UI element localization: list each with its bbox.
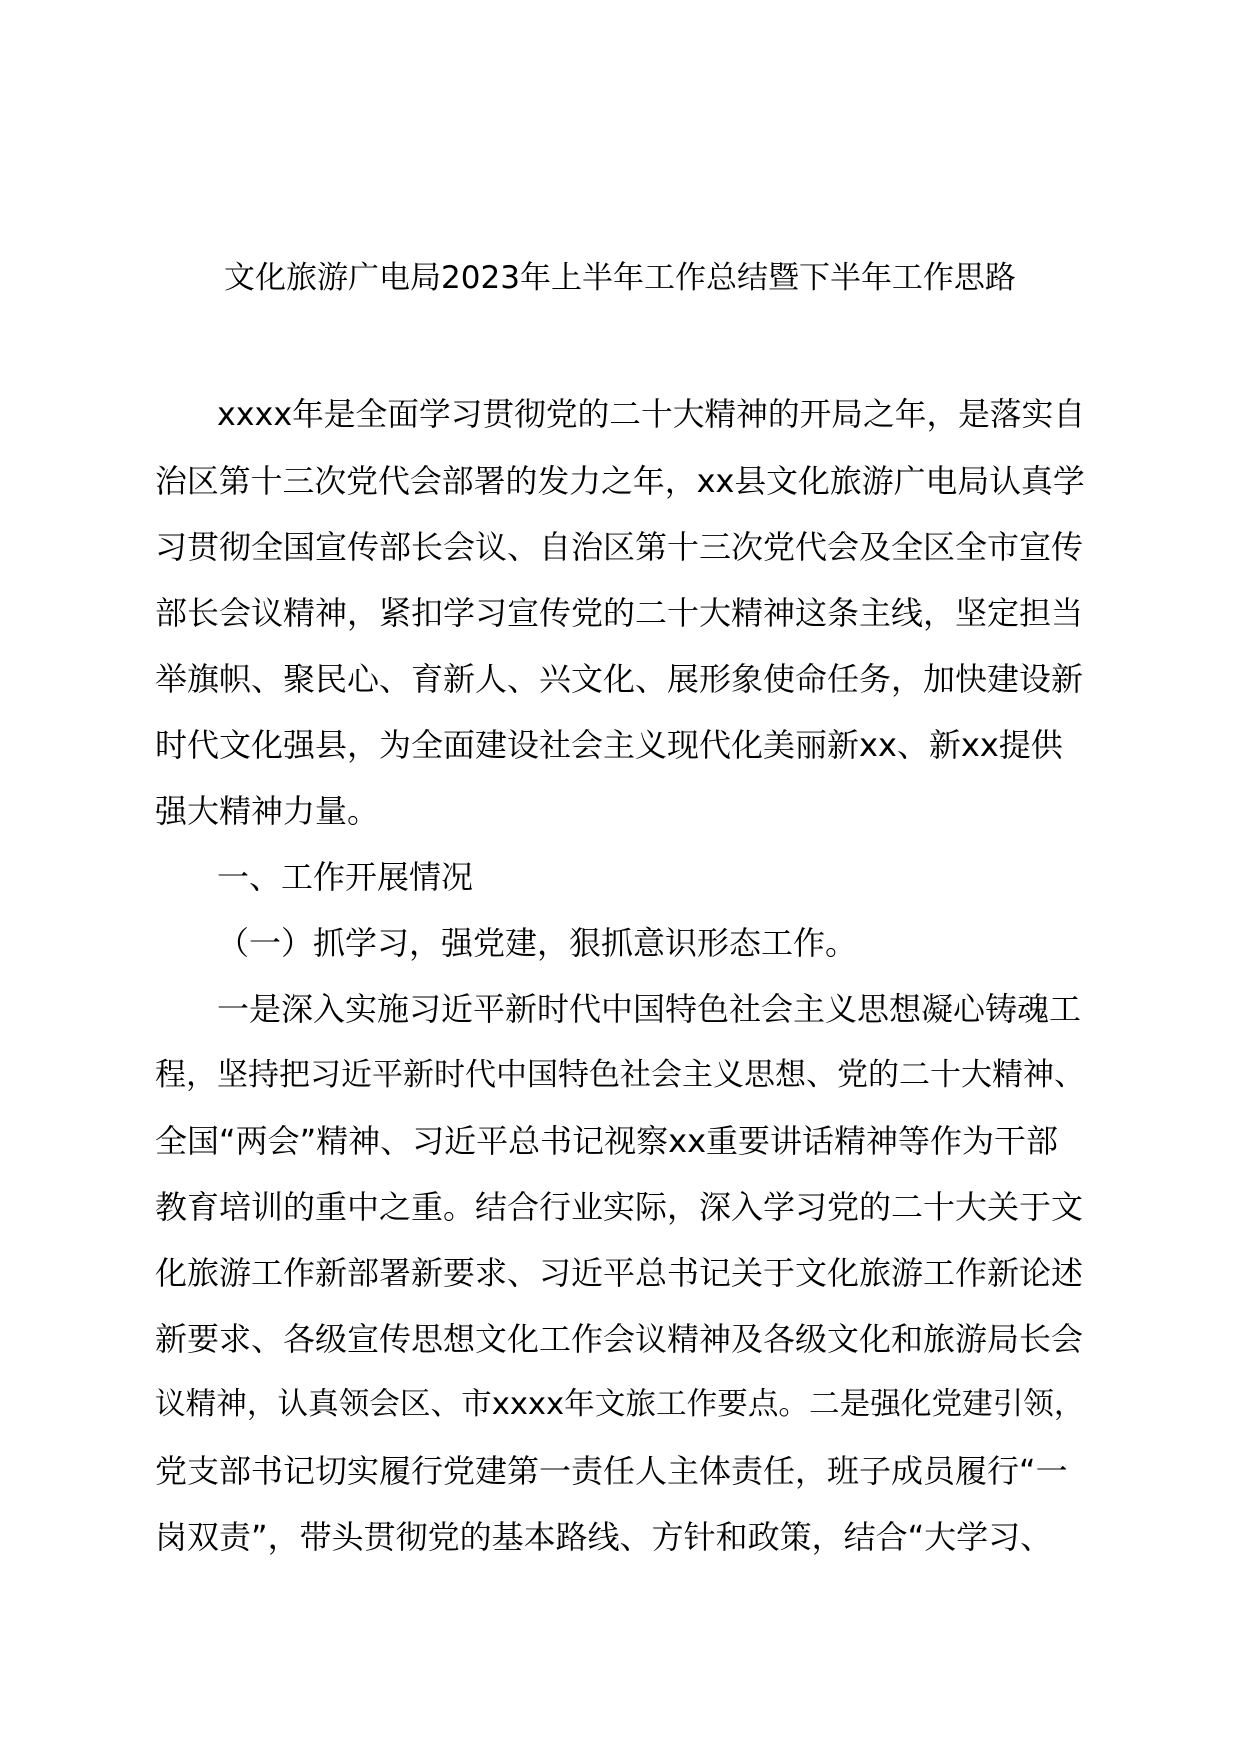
text-line: 时代文化强县，为全面建设社会主义现代化美丽新xx、新xx提供 <box>155 726 1063 764</box>
text-line: 部长会议精神，紧扣学习宣传党的二十大精神这条主线，坚定担当 <box>155 594 1084 632</box>
text-line: 化旅游工作新部署新要求、习近平总书记关于文化旅游工作新论述 <box>155 1254 1084 1292</box>
text-line: 全国“两会”精神、习近平总书记视察xx重要讲话精神等作为干部 <box>155 1122 1059 1160</box>
document-body <box>155 382 1085 1570</box>
text-line: （一）抓学习，强党建，狠抓意识形态工作。 <box>217 924 858 962</box>
text-line: 一、工作开展情况 <box>217 858 474 896</box>
text-line: 治区第十三次党代会部署的发力之年，xx县文化旅游广电局认真学 <box>155 462 1085 500</box>
text-line: 习贯彻全国宣传部长会议、自治区第十三次党代会及全区全市宣传 <box>155 528 1084 566</box>
text-line: 岗双责”，带头贯彻党的基本路线、方针和政策，结合“大学习、 <box>155 1518 1053 1556</box>
text-line: 举旗帜、聚民心、育新人、兴文化、展形象使命任务，加快建设新 <box>155 660 1084 698</box>
text-line: 新要求、各级宣传思想文化工作会议精神及各级文化和旅游局长会 <box>155 1320 1084 1358</box>
text-line: 强大精神力量。 <box>155 792 380 830</box>
text-line: 议精神，认真领会区、市xxxx年文旅工作要点。二是强化党建引领， <box>155 1387 1085 1422</box>
document-title: 文化旅游广电局2023年上半年工作总结暨下半年工作思路 <box>224 260 1016 296</box>
text-line: 一是深入实施习近平新时代中国特色社会主义思想凝心铸魂工 <box>217 990 1082 1028</box>
text-line: 程，坚持把习近平新时代中国特色社会主义思想、党的二十大精神、 <box>155 1057 1085 1093</box>
text-line: xxxx年是全面学习贯彻党的二十大精神的开局之年，是落实自 <box>217 397 1086 433</box>
text-line: 教育培训的重中之重。结合行业实际，深入学习党的二十大关于文 <box>155 1188 1084 1226</box>
text-line: 党支部书记切实履行党建第一责任人主体责任，班子成员履行“一 <box>155 1452 1068 1490</box>
